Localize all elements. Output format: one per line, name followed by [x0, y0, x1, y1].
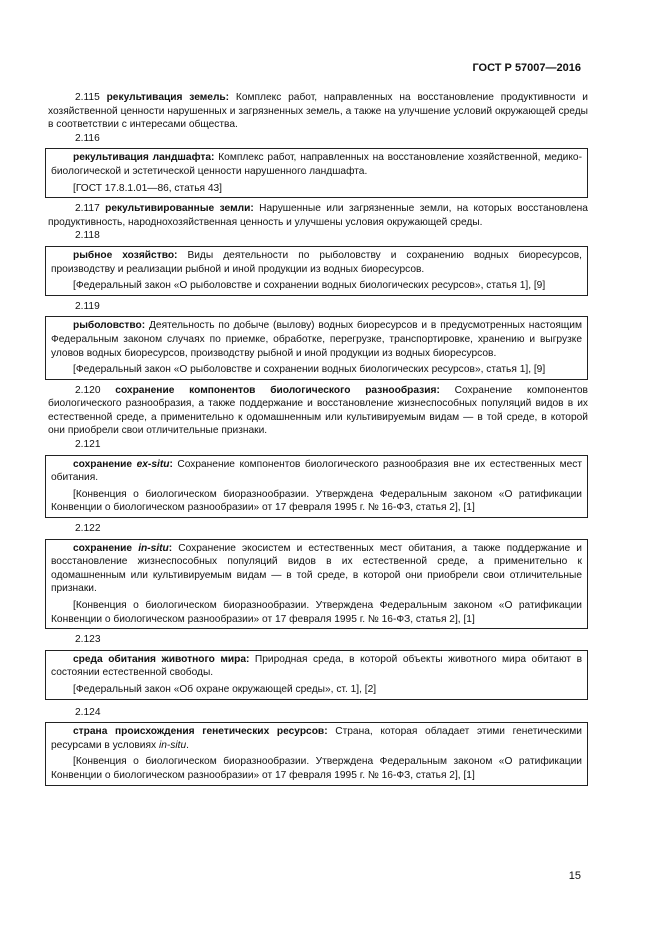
entry-definition-latin: in-situ: [158, 739, 187, 751]
entry-2-120: [48, 384, 588, 438]
entry-source: [Конвенция о биологическом биоразнообразии. Утверждена Федеральным законом «О ратификации Конвенции о биологическом разнообразии» от 17 февраля 1995 г. № 16-ФЗ, статья 2], [1]: [51, 488, 582, 514]
entry-definition: Комплекс работ, направленных на восстановление продуктивности и хозяйственной ценности нарушенных и загрязненных земель, а также на улучшение условий окружающей среды в соответствии с интересами общества.: [48, 92, 588, 131]
entry-2-122-box: [45, 539, 588, 630]
entry-term-latin: ex-situ: [136, 458, 170, 470]
entry-number: 2.116: [75, 132, 100, 144]
entry-definition: Нарушенные или загрязненные земли, на которых восстановлена продуктивность, народнохозяйственная ценность и улучшены условия окружающей среды.: [48, 203, 588, 228]
entry-definition: Сохранение компонентов биологического разнообразия, а также поддержание и восстановление жизнеспособных популяций видов в их естественной среде, а применительно к одомашненным или культивируемым видам — в той среде, в которой они приобрели свои отличительные признаки.: [48, 384, 588, 437]
entry-2-117: [48, 202, 588, 229]
entry-term: рыбное хозяйство:: [73, 249, 178, 261]
entry-definition: Комплекс работ, направленных на восстановление хозяйственной, медико-биологической и эстетической ценности нарушенного ландшафта.: [51, 152, 582, 177]
entry-2-121-box: [45, 455, 588, 518]
entry-number: 2.117: [75, 203, 100, 215]
entry-source: [ГОСТ 17.8.1.01—86, статья 43]: [73, 182, 223, 194]
entry-term-colon: :: [169, 458, 173, 470]
entry-source: [Федеральный закон «О рыболовстве и сохранении водных биологических ресурсов», статья 1], [9]: [73, 364, 546, 376]
page-number: 15: [568, 870, 581, 882]
entry-2-118-box: [45, 246, 588, 296]
entry-2-119-box: [45, 316, 588, 379]
entry-term: сохранение: [73, 458, 137, 470]
entry-number: 2.123: [75, 634, 101, 646]
entry-term: сохранение: [73, 542, 139, 554]
entry-definition: Страна, которая обладает этими генетическими ресурсами в условиях: [51, 726, 582, 751]
entry-2-124-box: [45, 722, 588, 785]
entry-term: среда обитания животного мира:: [73, 653, 250, 665]
entry-number: 2.119: [75, 300, 100, 312]
entry-source: [Федеральный закон «Об охране окружающей среды», ст. 1], [2]: [73, 683, 377, 695]
entry-number: 2.118: [75, 230, 100, 242]
entry-term: рекультивированные земли:: [105, 203, 254, 215]
entry-definition: Сохранение экосистем и естественных мест обитания, а также поддержание и восстановление жизнеспособных популяций видов в их естественной среде, а применительно к одомашненным или культивируемым видам — в той среде, в которой они приобрели свои отличительные признаки.: [51, 542, 583, 595]
entry-source: [Конвенция о биологическом биоразнообразии. Утверждена Федеральным законом «О ратификации Конвенции о биологическом разнообразии» от 17 февраля 1995 г. № 16-ФЗ, статья 2], [1]: [51, 600, 582, 625]
entry-source: [Федеральный закон «О рыболовстве и сохранении водных биологических ресурсов», статья 1], [9]: [73, 280, 546, 292]
entry-definition: Сохранение компонентов биологического разнообразия вне их естественных мест обитания.: [51, 458, 582, 484]
document-code: ГОСТ Р 57007—2016: [472, 62, 581, 74]
entry-term: рекультивация ландшафта:: [73, 152, 215, 164]
entry-term: рекультивация земель:: [106, 92, 230, 103]
entry-definition: Деятельность по добыче (вылову) водных биоресурсов и в предусмотренных настоящим Федеральным законом случаях по приемке, обработке, перегрузке, транспортировке, хранению и выгрузке уловов водных биоресурсов, производству рыбной и иной продукции из водных биоресурсов.: [51, 320, 582, 359]
entry-number: 2.121: [75, 439, 101, 451]
entry-term-colon: :: [168, 542, 173, 554]
entry-term: сохранение компонентов биологического разнообразия:: [115, 384, 440, 396]
entry-number: 2.115: [75, 92, 100, 103]
entry-2-116-box: [45, 148, 588, 198]
entry-number: 2.124: [75, 706, 101, 718]
document-body: [48, 91, 588, 790]
entry-term: страна происхождения генетических ресурсов:: [73, 726, 328, 738]
entry-source: [Конвенция о биологическом биоразнообразии. Утверждена Федеральным законом «О ратификации Конвенции о биологическом разнообразии» от 17 февраля 1995 г. № 16-ФЗ, статья 2], [1]: [51, 756, 582, 781]
entry-term: рыболовство:: [73, 320, 146, 332]
entry-definition-end: .: [186, 739, 189, 751]
entry-2-123-box: [45, 650, 588, 700]
entry-number: 2.122: [75, 523, 101, 535]
entry-2-115: [48, 91, 588, 132]
entry-number: 2.120: [75, 384, 101, 396]
entry-definition: Природная среда, в которой объекты животного мира обитают в состоянии естественной свободы.: [51, 653, 582, 679]
entry-term-latin: in-situ: [138, 542, 169, 554]
entry-definition: Виды деятельности по рыболовству и сохранению водных биоресурсов, производству и реализации рыбной и иной продукции из водных биоресурсов.: [51, 249, 582, 275]
